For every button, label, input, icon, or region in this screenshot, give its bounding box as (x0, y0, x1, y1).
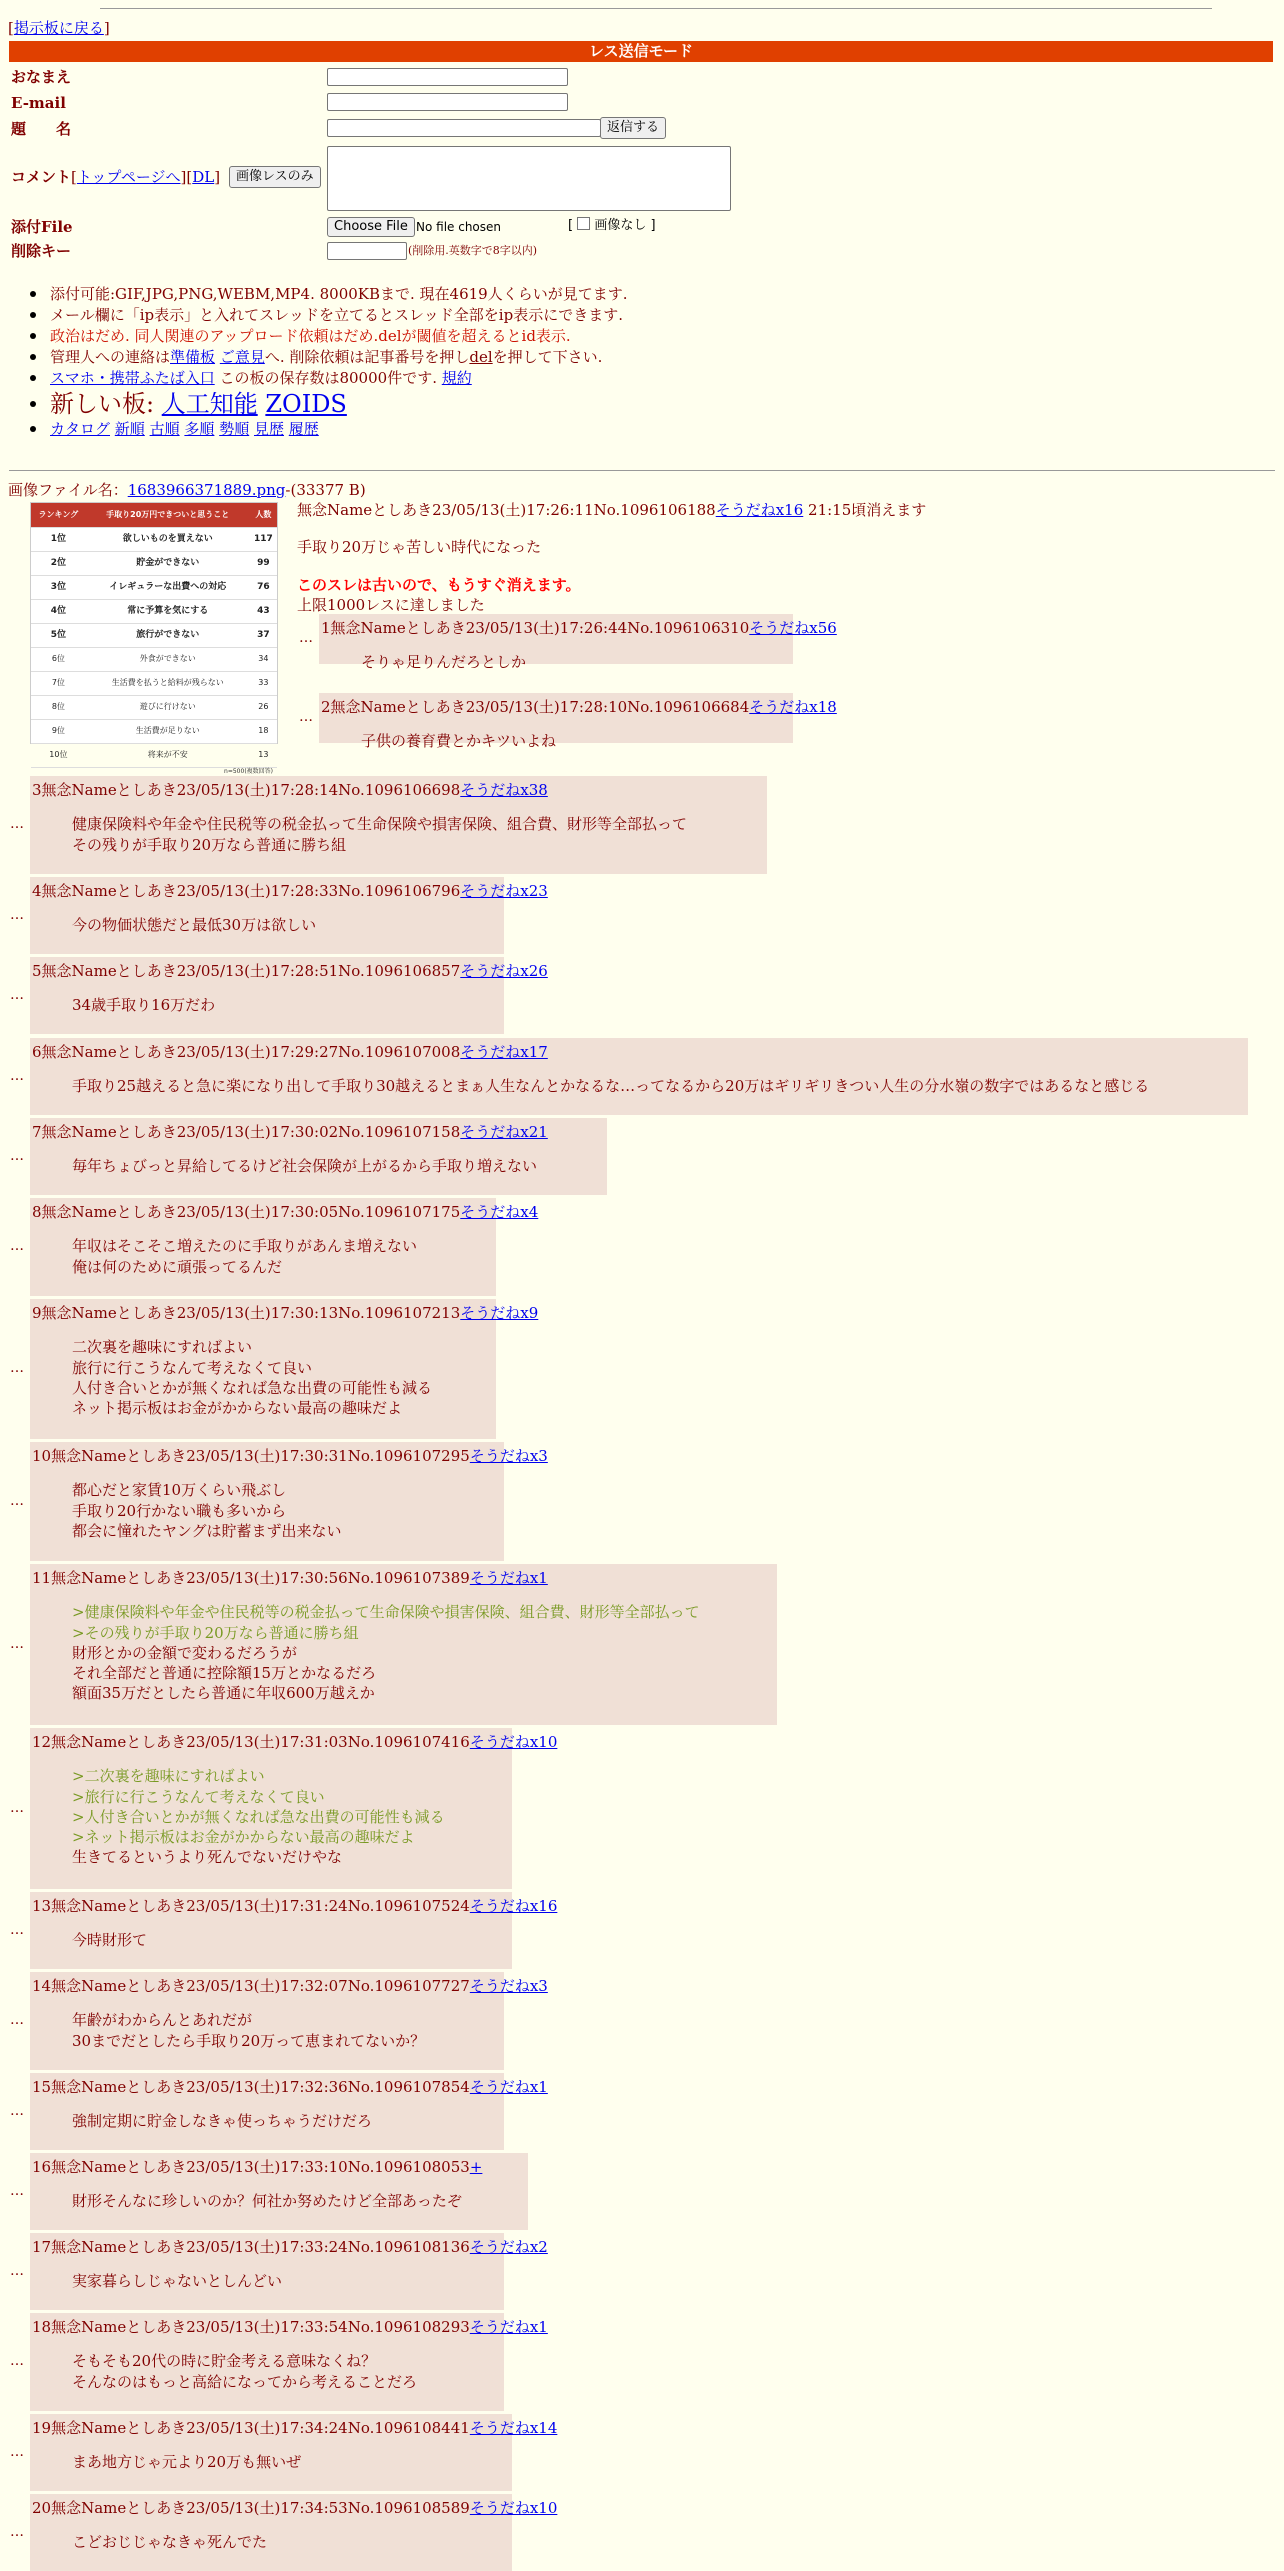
ranking-cell: 33 (250, 672, 277, 696)
reply-line: 財形そんなに珍しいのか？何社か努めたけど全部あったぞ (72, 2192, 462, 2211)
delete-key-label: 削除キー (11, 242, 72, 260)
note-item-contact (50, 347, 602, 367)
reply-indent-dots: … (10, 1492, 24, 1509)
reply-header (32, 2157, 528, 2177)
rank-head-cell: 手取り20万円できついと思うこと (86, 503, 250, 528)
sodane-link[interactable]: そうだねx2 (469, 2238, 548, 2256)
ranking-cell: 8位 (31, 696, 86, 720)
reply-post (30, 2233, 548, 2310)
reply-header-text: 無念Nameとしあき23/05/13(土)17:28:33No.1096106796 (41, 882, 461, 900)
ranking-cell: 貯金ができない (86, 552, 250, 576)
ranking-cell: 2位 (31, 552, 86, 576)
image-file-caption (8, 480, 366, 500)
note-item: 政治はだめ. 同人関連のアップロード依頼はだめ.delが閾値を超えるとid表示. (50, 327, 571, 345)
image-file-link[interactable]: 1683966371889.png (127, 481, 286, 499)
reply-indent-dots: … (10, 2523, 24, 2540)
reply-header (32, 881, 548, 901)
reply-header (32, 1732, 558, 1752)
sodane-link[interactable]: そうだねx9 (460, 1304, 539, 1322)
reply-mode-bar: レス送信モード (9, 41, 1273, 62)
sort-many-link[interactable]: 多順 (184, 420, 215, 438)
no-image-checkbox[interactable] (577, 217, 590, 230)
reply-line: 都会に憧れたヤングは貯蓄まず出来ない (72, 1521, 342, 1540)
reply-header-text: 無念Nameとしあき23/05/13(土)17:34:53No.1096108589 (51, 2499, 470, 2517)
op-body: 手取り20万じゃ苦しい時代になった (297, 538, 542, 557)
ranking-cell: 18 (250, 720, 277, 744)
back-link-wrap (8, 18, 110, 38)
reply-line: 34歳手取り16万だわ (72, 996, 216, 1015)
board-link-zoids[interactable]: ZOIDS (265, 390, 347, 418)
reply-line: そもそも20代の時に貯金考える意味なくね？ (72, 2352, 377, 2371)
note-contact-end: を押して下さい. (492, 348, 603, 366)
ranking-row (31, 648, 277, 672)
ranking-cell: 10位 (31, 744, 86, 768)
bullet-icon (30, 291, 36, 297)
reply-number: 19 (32, 2419, 52, 2437)
reply-number: 10 (32, 1447, 52, 1465)
reply-line: 強制定期に貯金しなきゃ使っちゃうだけだろ (72, 2112, 373, 2131)
bullet-icon (30, 401, 36, 407)
choose-file-button[interactable]: Choose File (327, 217, 415, 237)
ranking-cell: 将来が不安 (86, 744, 250, 768)
catalog-link[interactable]: カタログ (50, 420, 111, 438)
reply-header-text: 無念Nameとしあき23/05/13(土)17:33:10No.1096108053 (51, 2158, 470, 2176)
reply-post (30, 1442, 548, 1561)
reply-line: 年齢がわからんとあれだが (72, 2011, 253, 2030)
ranking-cell: 3位 (31, 576, 86, 600)
op-header-text: 無念Nameとしあき23/05/13(土)17:26:11No.1096106188 (297, 501, 716, 519)
reply-header (321, 697, 837, 717)
reply-line: 額面35万だとしたら普通に年収600万越えか (72, 1684, 375, 1703)
reply-indent-dots: … (10, 906, 24, 923)
reply-body (72, 2271, 504, 2291)
ranking-row (31, 744, 277, 768)
junbi-board-link[interactable]: 準備板 (170, 348, 216, 366)
image-only-reply-button[interactable]: 画像レスのみ (229, 166, 321, 188)
reply-header (32, 1122, 607, 1142)
sodane-link[interactable]: そうだねx10 (469, 1733, 558, 1751)
reply-line: 人付き合いとかが無くなれば急な出費の可能性も減る (72, 1378, 433, 1397)
reply-indent-dots: … (10, 2012, 24, 2028)
reply-line: 30までだとしたら手取り20万って恵まれてないか？ (72, 2031, 426, 2050)
reply-number: 18 (32, 2318, 52, 2336)
sodane-link[interactable]: そうだねx23 (460, 882, 548, 900)
reply-line: それ全部だと普通に控除額15万とかなるだろ (72, 1664, 377, 1682)
reply-header-text: 無念Nameとしあき23/05/13(土)17:30:31No.1096107295 (51, 1447, 470, 1465)
reply-header-text: 無念Nameとしあき23/05/13(土)17:34:24No.1096108441 (51, 2419, 470, 2437)
sodane-link[interactable]: そうだねx1 (469, 2318, 548, 2336)
reply-post (30, 1972, 548, 2070)
reply-line: まあ地方じゃ元より20万も無いぜ (72, 2453, 302, 2472)
reply-post (30, 1118, 607, 1195)
reply-body (72, 915, 504, 935)
reply-line: 都心だと家賃10万くらい飛ぶし (72, 1481, 287, 1500)
reply-body (72, 1156, 607, 1176)
email-label: E-mail (11, 94, 66, 112)
reply-line: こどおじじゃなきゃ死んでた (72, 2533, 268, 2552)
sodane-link[interactable]: そうだねx21 (460, 1123, 548, 1141)
sodane-link[interactable]: そうだねx3 (469, 1977, 548, 1995)
reply-body (72, 2452, 512, 2472)
new-board-label: 新しい板: (50, 390, 162, 418)
file-label: 添付File (11, 218, 73, 236)
reply-post (30, 2153, 528, 2230)
reply-indent-dots: … (10, 2262, 24, 2279)
sodane-link[interactable]: そうだねx3 (469, 1447, 548, 1465)
reply-body (361, 731, 793, 751)
sodane-link[interactable]: そうだねx14 (469, 2419, 558, 2437)
note-item: 添付可能:GIF,JPG,PNG,WEBM,MP4. 8000KBまで. 現在4619人くらいが見てます. (50, 285, 628, 303)
ranking-row (31, 600, 277, 624)
reply-number: 9 (32, 1304, 42, 1322)
delete-key-input[interactable] (327, 242, 407, 260)
reply-header-text: 無念Nameとしあき23/05/13(土)17:28:10No.1096106684 (330, 698, 750, 716)
reply-post (30, 1892, 558, 1969)
ranking-cell: 13 (250, 744, 277, 768)
ranking-row (31, 576, 277, 600)
ranking-cell: 9位 (31, 720, 86, 744)
quote-line: >人付き合いとかが無くなれば急な出費の可能性も減る (72, 1807, 445, 1826)
note-contact-text: 管理人への連絡は (50, 348, 171, 366)
bracket: ] (103, 19, 110, 37)
ranking-cell: 外食ができない (86, 648, 250, 672)
notes-list (30, 284, 1270, 440)
reply-header-text: 無念Nameとしあき23/05/13(土)17:32:36No.1096107854 (51, 2078, 470, 2096)
reply-post (30, 2414, 558, 2491)
reply-header (32, 2418, 558, 2438)
reply-indent-dots: … (10, 1799, 24, 1816)
reply-header (32, 961, 548, 981)
reply-header-text: 無念Nameとしあき23/05/13(土)17:26:44No.1096106310 (330, 619, 750, 637)
no-image-label: 画像なし (594, 218, 647, 233)
reply-body (72, 1076, 1248, 1096)
reply-header (32, 780, 767, 800)
ranking-row (31, 696, 277, 720)
reply-body (72, 2191, 528, 2211)
reply-header-text: 無念Nameとしあき23/05/13(土)17:30:02No.1096107158 (41, 1123, 461, 1141)
reply-line: 旅行に行こうなんて考えなくて良い (72, 1358, 313, 1377)
reply-indent-dots: … (10, 1238, 24, 1254)
reply-indent-dots: … (10, 2102, 24, 2119)
reply-number: 3 (32, 781, 42, 799)
no-file-text: No file chosen (416, 220, 502, 234)
reply-line: そりゃ足りんだろとしか (361, 653, 527, 672)
reply-body (72, 1480, 504, 1541)
top-page-link[interactable]: トップページへ (76, 168, 181, 186)
op-thumbnail[interactable] (30, 502, 278, 775)
view-links (50, 419, 319, 439)
reply-body (72, 814, 767, 855)
ranking-cell: 欲しいものを買えない (86, 528, 250, 552)
reply-header (32, 1568, 777, 1588)
op-limit-notice: 上限1000レスに達しました (297, 595, 485, 614)
reply-body (72, 2010, 504, 2051)
ranking-cell: 遊びに行けない (86, 696, 250, 720)
reply-line: 財形とかの金額で変わるだろうが (72, 1643, 298, 1662)
reply-header (32, 2237, 548, 2257)
sodane-link[interactable]: そうだねx4 (460, 1203, 539, 1221)
subject-label: 題 名 (11, 120, 72, 138)
reply-header-text: 無念Nameとしあき23/05/13(土)17:31:24No.1096107524 (51, 1897, 470, 1915)
ranking-row (31, 528, 277, 552)
name-label: おなまえ (11, 68, 72, 86)
reply-header-text: 無念Nameとしあき23/05/13(土)17:30:05No.1096107175 (41, 1203, 461, 1221)
delete-key-hint: (削除用.英数字で8字以内) (408, 244, 538, 257)
reply-header-text: 無念Nameとしあき23/05/13(土)17:28:51No.1096106857 (41, 962, 461, 980)
ranking-cell: 34 (250, 648, 277, 672)
reply-header (32, 1896, 558, 1916)
reply-line: 二次裏を趣味にすればよい (72, 1338, 253, 1357)
sort-momentum-link[interactable]: 勢順 (219, 420, 250, 438)
reply-header (32, 2077, 548, 2097)
ranking-note: n=500(複数回答) (224, 768, 273, 775)
quote-line: >二次裏を趣味にすればよい (72, 1767, 265, 1786)
reply-header (32, 2498, 558, 2518)
ranking-cell: 99 (250, 552, 277, 576)
sort-new-link[interactable]: 新順 (114, 420, 145, 438)
op-old-warning: このスレは古いので、もうすぐ消えます。 (297, 575, 581, 594)
reply-body (72, 2532, 512, 2552)
op-expire-text: 21:15頃消えます (803, 501, 927, 519)
reply-body (72, 1337, 496, 1418)
reply-number: 6 (32, 1043, 42, 1061)
sodane-link[interactable]: そうだねx16 (469, 1897, 558, 1915)
quote-line: >旅行に行こうなんて考えなくて良い (72, 1787, 325, 1806)
reply-body (72, 2111, 504, 2131)
reply-indent-dots: … (10, 816, 24, 832)
name-input[interactable] (327, 68, 568, 86)
sodane-link[interactable]: そうだねx56 (749, 619, 837, 637)
mobile-entrance-link[interactable]: スマホ・携帯ふたば入口 (50, 369, 215, 387)
reply-header (32, 1042, 1248, 1062)
ranking-cell: 常に予算を気にする (86, 600, 250, 624)
ranking-row (31, 672, 277, 696)
reply-header-text: 無念Nameとしあき23/05/13(土)17:31:03No.1096107416 (51, 1733, 470, 1751)
reply-number: 4 (32, 882, 42, 900)
ranking-cell: 43 (250, 600, 277, 624)
reply-line: 毎年ちょびっと昇給してるけど社会保険が上がるから手取り増えない (72, 1157, 538, 1176)
board-link-ai[interactable]: 人工知能 (161, 390, 258, 418)
quote-line: >その残りが手取り20万なら普通に勝ち組 (72, 1623, 359, 1642)
reply-number: 8 (32, 1203, 42, 1221)
reply-post (30, 1564, 777, 1725)
reply-body (361, 652, 793, 672)
reply-header (32, 1976, 548, 1996)
image-file-label: 画像ファイル名： (8, 481, 128, 499)
subject-input[interactable] (327, 119, 601, 137)
sodane-link[interactable]: そうだねx38 (460, 781, 548, 799)
ranking-cell: 76 (250, 576, 277, 600)
reply-number: 16 (32, 2158, 52, 2176)
reply-indent-dots: … (10, 2353, 24, 2369)
sodane-link[interactable]: そうだねx1 (469, 1569, 548, 1587)
reply-body (72, 1930, 512, 1950)
reply-body (72, 1602, 777, 1703)
ranking-table (31, 503, 277, 768)
reply-header (321, 618, 837, 638)
ranking-cell: 1位 (31, 528, 86, 552)
reply-post (30, 2313, 548, 2411)
ranking-cell: 4位 (31, 600, 86, 624)
ranking-cell: イレギュラーな出費への対応 (86, 576, 250, 600)
reply-header (32, 1202, 539, 1222)
ranking-row (31, 720, 277, 744)
del-text: del (469, 348, 493, 366)
ranking-cell: 6位 (31, 648, 86, 672)
reply-number: 13 (32, 1897, 52, 1915)
sodane-link[interactable]: そうだねx18 (749, 698, 837, 716)
reply-header (32, 2317, 548, 2337)
reply-post (319, 693, 837, 751)
reply-body (72, 2351, 504, 2392)
terms-link[interactable]: 規約 (441, 369, 472, 387)
reply-line: そんなのはもっと高給になってから考えることだろ (72, 2372, 418, 2391)
reply-indent-dots: … (10, 2443, 24, 2460)
reply-line: 今の物価状態だと最低30万は欲しい (72, 916, 317, 935)
feedback-link[interactable]: ご意見 (219, 348, 265, 366)
reply-line: その残りが手取り20万なら普通に勝ち組 (72, 835, 347, 854)
reply-post (30, 877, 548, 954)
reply-number: 15 (32, 2078, 52, 2096)
bracket: [ (8, 19, 14, 37)
bullet-icon (30, 312, 36, 318)
history-link[interactable]: 履歴 (288, 420, 319, 438)
ranking-row (31, 624, 277, 648)
ranking-cell: 5位 (31, 624, 86, 648)
reply-indent-dots: … (10, 2182, 24, 2199)
op-header (297, 500, 926, 520)
reply-line: 実家暮らしじゃないとしんどい (72, 2272, 283, 2291)
ranking-cell: 37 (250, 624, 277, 648)
reply-number: 11 (32, 1569, 52, 1587)
reply-line: 手取り25越えると急に楽になり出して手取り30越えるとまぁ人生なんとかなるな…ってなるから20万はギリギリきつい人生の分水嶺の数字ではあるなと感じる (72, 1077, 1150, 1096)
note-keep-text: この板の保存数は80000件です. (214, 369, 437, 387)
reply-header-text: 無念Nameとしあき23/05/13(土)17:29:27No.1096107008 (41, 1043, 461, 1061)
reply-number: 7 (32, 1123, 42, 1141)
reply-line: 俺は何のために頑張ってるんだ (72, 1257, 283, 1276)
comment-textarea[interactable] (327, 146, 731, 211)
comment-label-wrap: コメント[トップページへ][DL] (11, 168, 221, 186)
view-history-link[interactable]: 見歴 (253, 420, 284, 438)
reply-header-text: 無念Nameとしあき23/05/13(土)17:32:07No.1096107727 (51, 1977, 470, 1995)
op-post (297, 500, 926, 615)
sodane-link[interactable]: そうだねx10 (469, 2499, 558, 2517)
reply-header-text: 無念Nameとしあき23/05/13(土)17:30:56No.1096107389 (51, 1569, 470, 1587)
note-item: メール欄に「ip表示」と入れてスレッドを立てるとスレッド全部をip表示にできます. (50, 306, 623, 324)
bullet-icon (30, 426, 36, 432)
sodane-link[interactable]: そうだねx17 (460, 1043, 548, 1061)
reply-body (72, 1766, 512, 1867)
bullet-icon (30, 333, 36, 339)
thread-divider (9, 470, 1275, 471)
email-input[interactable] (327, 93, 568, 111)
ranking-row (31, 552, 277, 576)
ranking-cell: 26 (250, 696, 277, 720)
new-board-line (50, 389, 347, 419)
sodane-link[interactable]: + (469, 2158, 483, 2176)
ranking-cell: 7位 (31, 672, 86, 696)
reply-header (32, 1446, 548, 1466)
reply-post (30, 1728, 558, 1889)
reply-header-text: 無念Nameとしあき23/05/13(土)17:33:54No.1096108293 (51, 2318, 470, 2336)
reply-header (32, 1303, 539, 1323)
no-image-option: [ 画像なし ] (568, 218, 656, 233)
reply-indent-dots: … (299, 630, 313, 646)
reply-post (30, 2494, 558, 2571)
quote-line: >健康保険料や年金や住民税等の税金払って生命保険や損害保険、組合費、財形等全部払って (72, 1603, 700, 1622)
op-sodane-link[interactable]: そうだねx16 (715, 501, 804, 519)
reply-header-text: 無念Nameとしあき23/05/13(土)17:30:13No.1096107213 (41, 1304, 461, 1322)
reply-line: 手取り20行かない職も多いから (72, 1501, 287, 1520)
submit-reply-button[interactable]: 返信する (600, 117, 666, 139)
bullet-icon (30, 354, 36, 360)
reply-indent-dots: … (10, 1921, 24, 1938)
reply-post (30, 2073, 548, 2150)
note-contact-rest: へ. 削除依頼は記事番号を押し (264, 348, 470, 366)
reply-line: 生きてるというより死んでないだけやな (72, 1848, 343, 1867)
reply-number: 1 (321, 619, 331, 637)
reply-indent-dots: … (10, 1067, 24, 1084)
ranking-cell: 117 (250, 528, 277, 552)
reply-line: 健康保険料や年金や住民税等の税金払って生命保険や損害保険、組合費、財形等全部払って (72, 815, 688, 834)
rank-head-cell: ランキング (31, 503, 86, 528)
bullet-icon (30, 375, 36, 381)
sodane-link[interactable]: そうだねx26 (460, 962, 548, 980)
top-divider (100, 8, 1212, 9)
reply-header-text: 無念Nameとしあき23/05/13(土)17:28:14No.1096106698 (41, 781, 461, 799)
reply-post (319, 614, 837, 672)
note-item-mobile (50, 368, 472, 388)
dl-link[interactable]: DL (192, 168, 215, 186)
reply-indent-dots: … (10, 1635, 24, 1652)
reply-number: 12 (32, 1733, 52, 1751)
ranking-cell: 生活費を払うと給料が残らない (86, 672, 250, 696)
rank-head-cell: 人数 (250, 503, 277, 528)
reply-line: ネット掲示板はお金がかからない最高の趣味だよ (72, 1399, 403, 1417)
reply-number: 5 (32, 962, 42, 980)
quote-line: >ネット掲示板はお金がかからない最高の趣味だよ (72, 1828, 415, 1846)
reply-line: 年収はそこそこ増えたのに手取りがあんま増えない (72, 1237, 418, 1256)
reply-number: 2 (321, 698, 331, 716)
reply-line: 子供の養育費とかキツいよね (361, 732, 557, 751)
reply-post (30, 776, 767, 874)
image-file-size: -(33377 B) (285, 481, 366, 499)
reply-indent-dots: … (10, 986, 24, 1003)
reply-number: 20 (32, 2499, 52, 2517)
sodane-link[interactable]: そうだねx1 (469, 2078, 548, 2096)
reply-line: 今時財形て (72, 1931, 148, 1950)
reply-post (30, 957, 548, 1034)
reply-body (72, 1236, 496, 1277)
reply-post (30, 1198, 539, 1296)
reply-post (30, 1299, 539, 1439)
back-to-board-link[interactable]: 掲示板に戻る (13, 19, 104, 37)
reply-indent-dots: … (10, 1147, 24, 1164)
reply-number: 14 (32, 1977, 52, 1995)
reply-indent-dots: … (299, 709, 313, 725)
sort-old-link[interactable]: 古順 (149, 420, 180, 438)
reply-indent-dots: … (10, 1360, 24, 1376)
reply-post (30, 1038, 1248, 1115)
ranking-cell: 旅行ができない (86, 624, 250, 648)
reply-number: 17 (32, 2238, 52, 2256)
comment-label: コメント (11, 168, 72, 186)
ranking-cell: 生活費が足りない (86, 720, 250, 744)
reply-header-text: 無念Nameとしあき23/05/13(土)17:33:24No.1096108136 (51, 2238, 470, 2256)
reply-body (72, 995, 504, 1015)
